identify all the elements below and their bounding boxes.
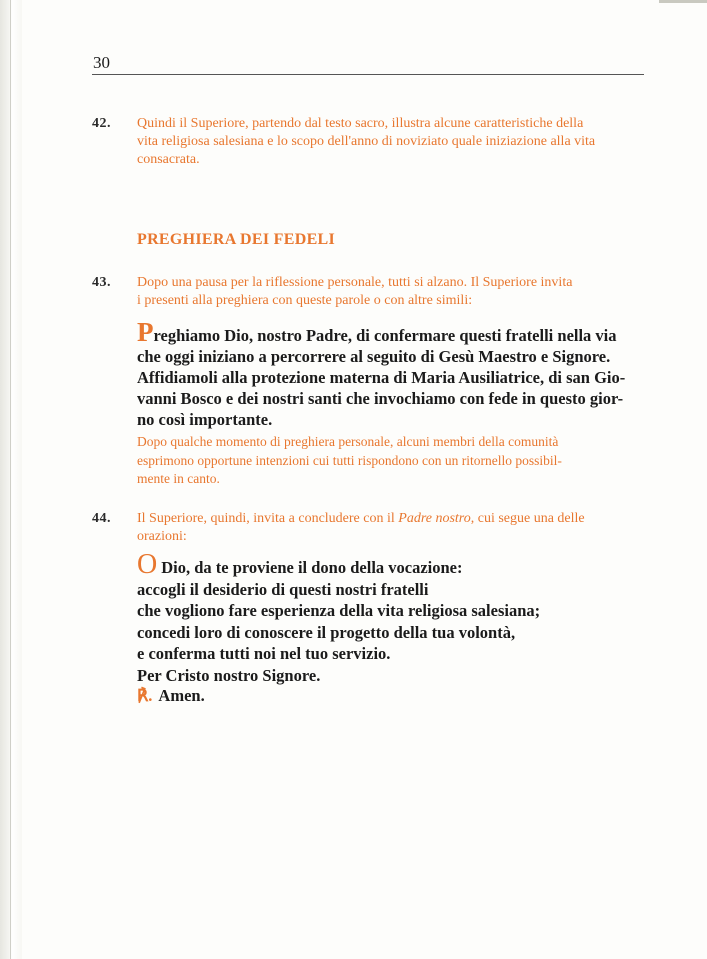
rubric-line: esprimono opportune intenzioni cui tutti rispondono con un ritornello possibil- xyxy=(137,452,562,468)
prayer-line: Per Cristo nostro Signore. xyxy=(137,665,321,685)
prayer-line: vanni Bosco e dei nostri santi che invochiamo con fede in questo gior- xyxy=(137,389,624,408)
item-number-44: 44. xyxy=(92,511,111,526)
prayer-line: che oggi iniziano a percorrere al seguito di Gesù Maestro e Signore. xyxy=(137,347,611,366)
prayer-of-faithful xyxy=(137,317,645,430)
item-number-43: 43. xyxy=(92,275,111,290)
response-symbol: ℟. xyxy=(137,686,153,705)
prayer-line: Preghiamo Dio, nostro Padre, di confermare questi fratelli nella via xyxy=(137,317,617,347)
drop-cap: O xyxy=(137,549,158,580)
rubric-line: i presenti alla preghiera con queste parole o con altre simili: xyxy=(137,293,473,308)
rubric-44 xyxy=(137,510,647,546)
rubric-line: vita religiosa salesiana e lo scopo dell'anno di noviziato quale iniziazione alla vita xyxy=(137,134,596,149)
page-number: 30 xyxy=(93,53,110,72)
rubric-line: mente in canto. xyxy=(137,471,220,486)
scan-mark xyxy=(659,0,707,3)
prayer-line: O Dio, da te proviene il dono della vocazione: xyxy=(137,549,463,580)
rubric-line: Dopo qualche momento di preghiera personale, alcuni membri della comunità xyxy=(137,434,559,449)
italic-title: Padre nostro xyxy=(398,511,471,526)
closing-prayer xyxy=(137,549,645,686)
response-text: Amen. xyxy=(158,686,205,705)
rubric-42 xyxy=(137,115,647,169)
prayer-line: concedi loro di conoscere il progetto della tua volontà, xyxy=(137,622,516,642)
response xyxy=(137,686,205,706)
page-gutter xyxy=(0,0,22,959)
section-heading: PREGHIERA DEI FEDELI xyxy=(137,231,336,248)
rubric-line: Dopo una pausa per la riflessione personale, tutti si alzano. Il Superiore invita xyxy=(137,275,573,290)
rubric-line: orazioni: xyxy=(137,529,187,544)
rubric-line: Il Superiore, quindi, invita a concludere con il Padre nostro, cui segue una delle xyxy=(137,511,585,526)
drop-cap: P xyxy=(137,317,154,347)
prayer-line: e conferma tutti noi nel tuo servizio. xyxy=(137,644,391,663)
rubric-43b xyxy=(137,433,647,489)
prayer-line: Affidiamoli alla protezione materna di Maria Ausiliatrice, di san Gio- xyxy=(137,368,626,387)
item-number-42: 42. xyxy=(92,116,111,131)
prayer-line: no così importante. xyxy=(137,410,273,429)
gutter-line xyxy=(10,0,11,959)
rubric-43 xyxy=(137,274,647,310)
header-rule xyxy=(92,74,644,75)
rubric-line: Quindi il Superiore, partendo dal testo sacro, illustra alcune caratteristiche della xyxy=(137,116,584,131)
rubric-line: consacrata. xyxy=(137,152,200,167)
prayer-line: che vogliono fare esperienza della vita religiosa salesiana; xyxy=(137,601,541,620)
prayer-line: accogli il desiderio di questi nostri fratelli xyxy=(137,579,429,599)
